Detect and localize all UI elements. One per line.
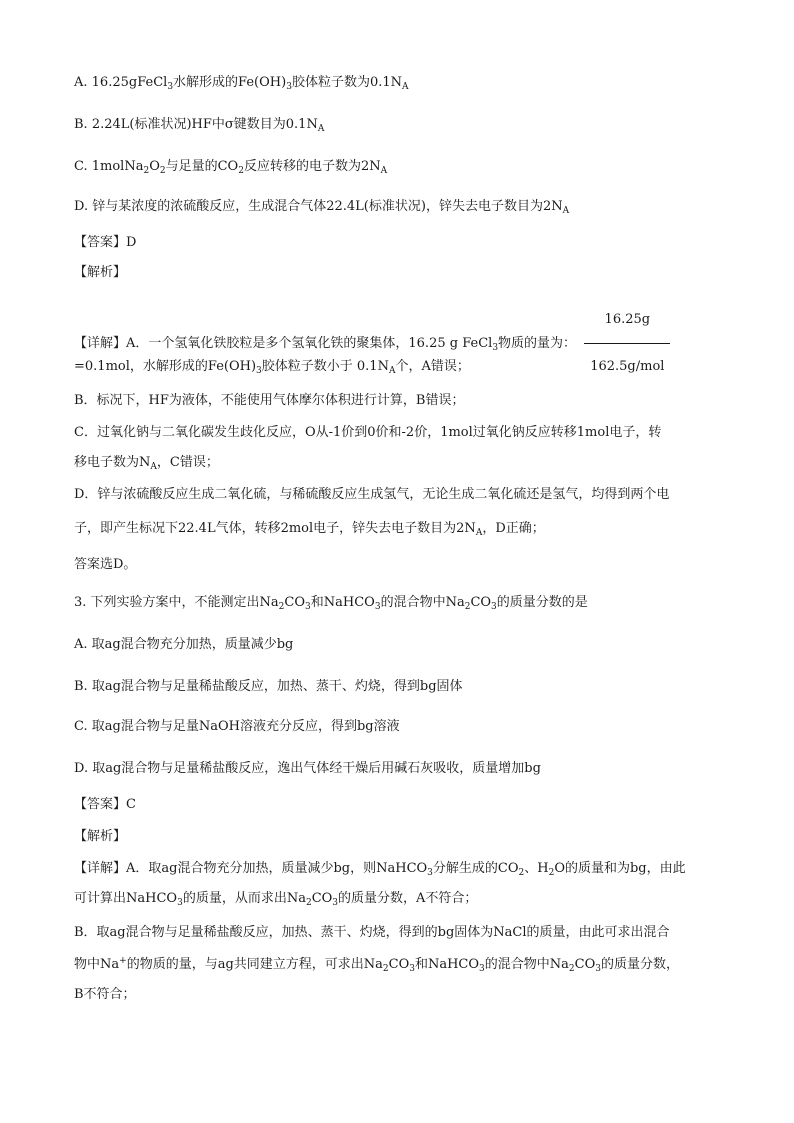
q3-detail-line-2: 可计算出NaHCO$_3$的质量，从而求出$Na_2CO_3$的质量分数，A不符合； bbox=[74, 891, 478, 908]
q2-detail-line-6: D．锌与浓硫酸反应生成二氧化硫，与稀硫酸反应生成氢气，无论生成二氧化硫还是氢气，均得到两个电 bbox=[74, 487, 670, 502]
q3-answer: 【答案】C bbox=[74, 797, 136, 812]
q3-option-c: C. 取ag混合物与足量NaOH溶液充分反应，得到bg溶液 bbox=[74, 719, 400, 734]
q2-detail-line-1: 【详解】A．一个氢氧化铁胶粒是多个氢氧化铁的聚集体，16.25 g FeCl$_3$物质的量为： $\frac{16.25g}{\text{162.5g/mol}}$ bbox=[74, 300, 670, 387]
q2-detail-line-7: 子，即产生标况下22.4L气体，转移2mol电子，锌失去电子数目为$2N_A$，D正确； bbox=[74, 521, 545, 538]
q2-option-d: D. 锌与某浓度的浓硫酸反应，生成混合气体22.4L(标准状况)，锌失去电子数目为$2N_A$ bbox=[74, 199, 570, 216]
q2-detail-line-4: C．过氧化钠与二氧化碳发生歧化反应，O从-1价到0价和-2价，1mol过氧化钠反应转移1mol电子，转 bbox=[74, 425, 662, 440]
q3-option-d: D. 取ag混合物与足量稀盐酸反应，逸出气体经干燥后用碱石灰吸收，质量增加bg bbox=[74, 761, 541, 776]
q3-option-a: A. 取ag混合物充分加热，质量减少bg bbox=[74, 637, 294, 652]
fraction bbox=[584, 300, 670, 387]
q2-answer: 【答案】D bbox=[74, 235, 137, 250]
fraction-numerator: 16.25g bbox=[584, 300, 670, 344]
q3-option-b: B. 取ag混合物与足量稀盐酸反应，加热、蒸干、灼烧，得到bg固体 bbox=[74, 679, 463, 694]
fraction-denominator: 162.5g/mol bbox=[590, 359, 665, 374]
q2-option-b: B. 2.24L(标准状况)HF中σ键数目为$0.1N_A$ bbox=[74, 117, 325, 134]
q3-detail-line-3: B．取ag混合物与足量稀盐酸反应，加热、蒸干、灼烧，得到的bg固体为NaCl的质量，由此可求出混合 bbox=[74, 925, 670, 940]
q2-detail-line-8: 答案选D。 bbox=[74, 557, 137, 572]
q3-detail-line-1: 【详解】A．取ag混合物充分加热，质量减少bg，则NaHCO$_3$分解生成的$CO_2$、$H_2O$的质量和为bg，由此 bbox=[74, 861, 686, 878]
q3-analysis-heading: 【解析】 bbox=[74, 829, 127, 844]
q2-option-a: A. 16.25gFeCl$_3$水解形成的$Fe(OH)_3$胶体粒子数为$0.1N_A$ bbox=[74, 75, 409, 92]
q2-option-c: C. $1molNa_2O_2$与足量的$CO_2$反应转移的电子数为$2N_A$ bbox=[74, 159, 388, 176]
q3-stem: 3. 下列实验方案中，不能测定出$Na_2CO_3$和NaHCO$_3$的混合物中$Na_2CO_3$的质量分数的是 bbox=[74, 595, 588, 612]
q3-detail-line-4: 物中Na+的物质的量，与ag共同建立方程，可求出$Na_2CO_3$和NaHCO$_3$的混合物中$Na_2CO_3$的质量分数， bbox=[74, 956, 680, 974]
q2-detail-line-2: =0.1mol，水解形成的$Fe(OH)_3$胶体粒子数小于 $0.1N_A$个，A错误； bbox=[74, 359, 470, 376]
q2-analysis-heading: 【解析】 bbox=[74, 265, 127, 280]
q2-detail-line-5: 移电子数为$N_A$，C错误； bbox=[74, 455, 219, 472]
q2-detail-line-3: B．标况下，HF为液体，不能使用气体摩尔体积进行计算，B错误； bbox=[74, 393, 465, 408]
q3-detail-line-5: B不符合； bbox=[74, 987, 136, 1002]
